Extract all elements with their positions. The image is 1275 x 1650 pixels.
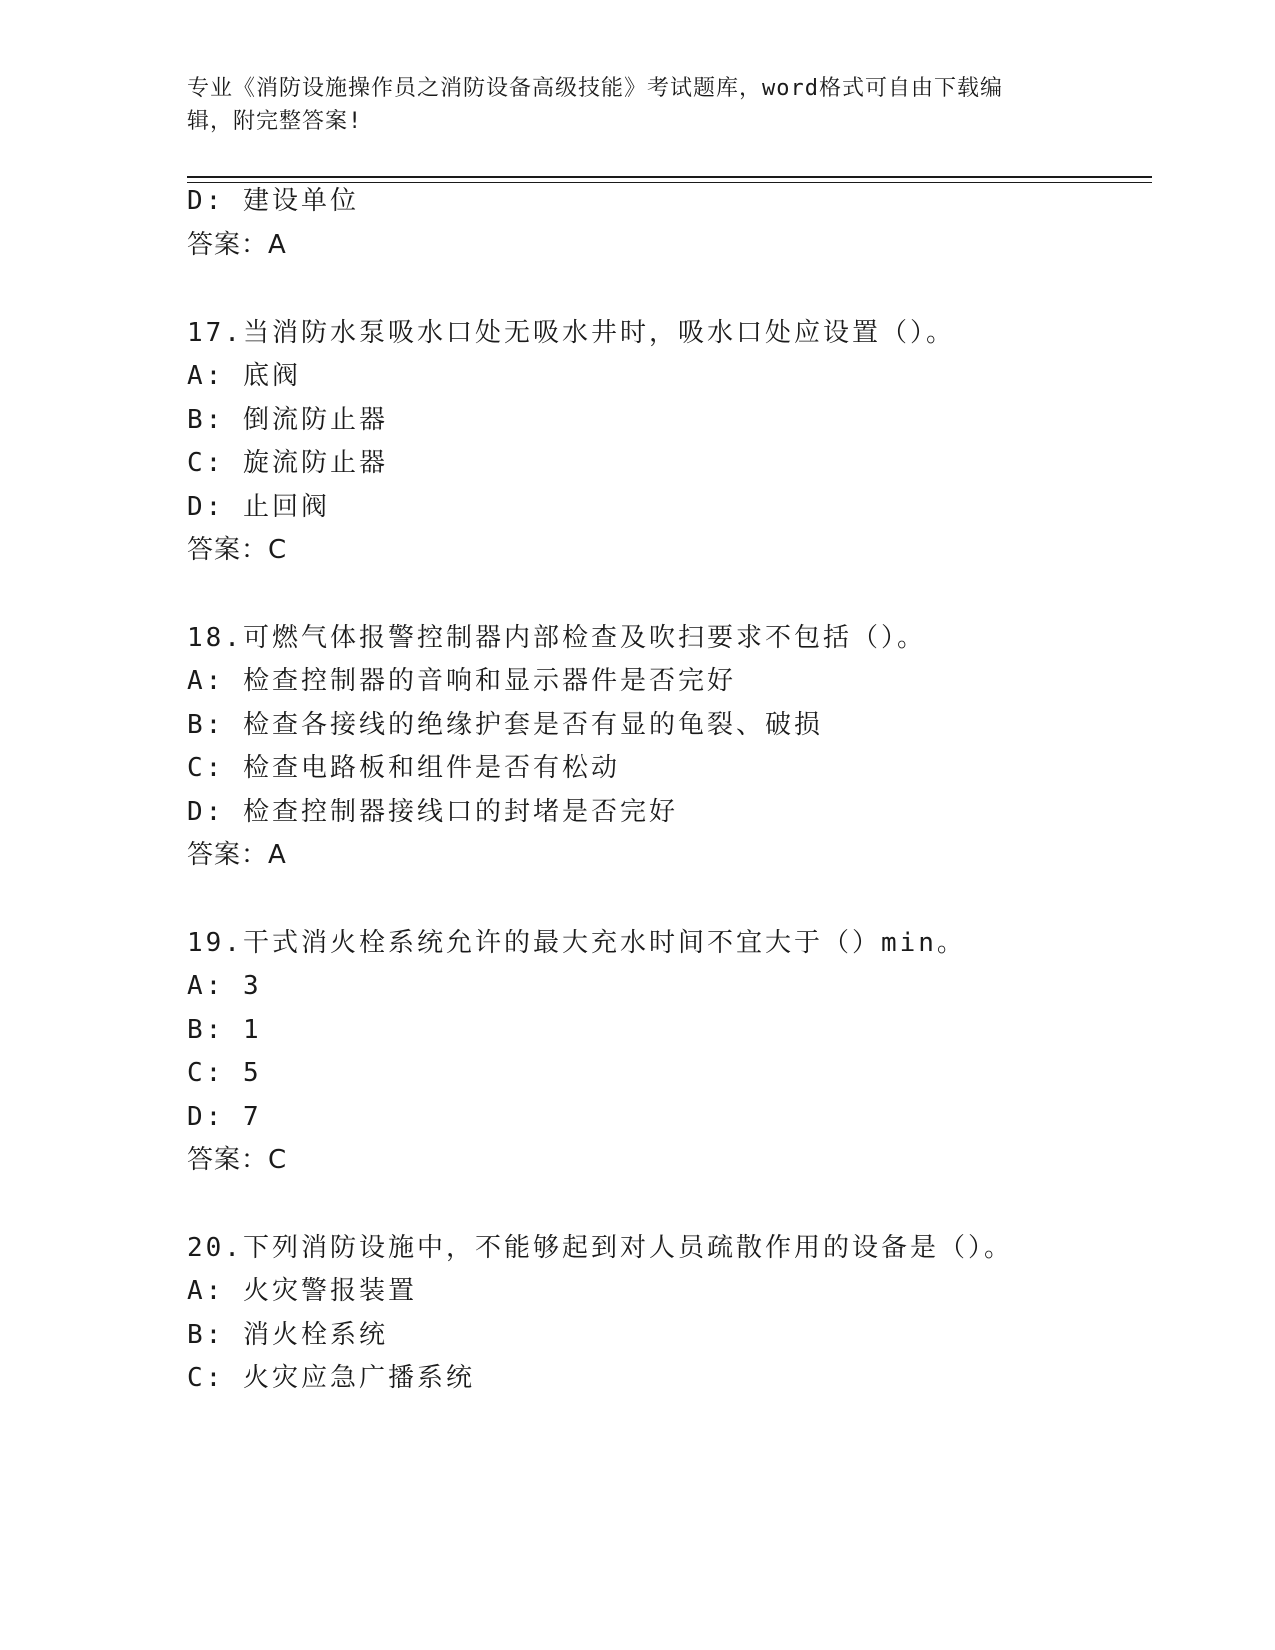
question-20-stem: 20.下列消防设施中，不能够起到对人员疏散作用的设备是（）。 [187, 1233, 1013, 1263]
question-18-option-b: B: 检查各接线的绝缘护套是否有显的龟裂、破损 [187, 710, 823, 740]
prev-answer: 答案：A [187, 230, 287, 260]
header-divider-thin [187, 182, 1152, 183]
question-19-stem: 19.干式消火栓系统允许的最大充水时间不宜大于（）min。 [187, 928, 966, 958]
question-20-option-a: A: 火灾警报装置 [187, 1276, 417, 1306]
question-17-option-b: B: 倒流防止器 [187, 405, 388, 435]
question-18-option-c: C: 检查电路板和组件是否有松动 [187, 753, 620, 783]
question-18-stem: 18.可燃气体报警控制器内部检查及吹扫要求不包括（）。 [187, 623, 926, 653]
question-20-option-c: C: 火灾应急广播系统 [187, 1363, 475, 1393]
question-18-option-a: A: 检查控制器的音响和显示器件是否完好 [187, 666, 736, 696]
question-20-option-b: B: 消火栓系统 [187, 1320, 388, 1350]
question-18-option-d: D: 检查控制器接线口的封堵是否完好 [187, 797, 678, 827]
question-17-option-c: C: 旋流防止器 [187, 448, 388, 478]
question-18-answer: 答案：A [187, 840, 287, 870]
question-17-answer: 答案：C [187, 535, 288, 565]
question-19-option-c: C: 5 [187, 1058, 262, 1088]
question-17-option-a: A: 底阀 [187, 361, 301, 391]
question-19-option-d: D: 7 [187, 1102, 262, 1132]
header-line-2: 辑，附完整答案! [187, 109, 363, 134]
header-line-1: 专业《消防设施操作员之消防设备高级技能》考试题库，word格式可自由下载编 [187, 76, 1003, 101]
question-19-option-b: B: 1 [187, 1015, 262, 1045]
question-19-option-a: A: 3 [187, 971, 262, 1001]
question-17-option-d: D: 止回阀 [187, 492, 330, 522]
question-19-answer: 答案：C [187, 1145, 288, 1175]
header-divider [187, 176, 1152, 178]
document-header [187, 72, 1087, 138]
question-17-stem: 17.当消防水泵吸水口处无吸水井时，吸水口处应设置（）。 [187, 318, 955, 348]
prev-option-d: D: 建设单位 [187, 186, 359, 216]
